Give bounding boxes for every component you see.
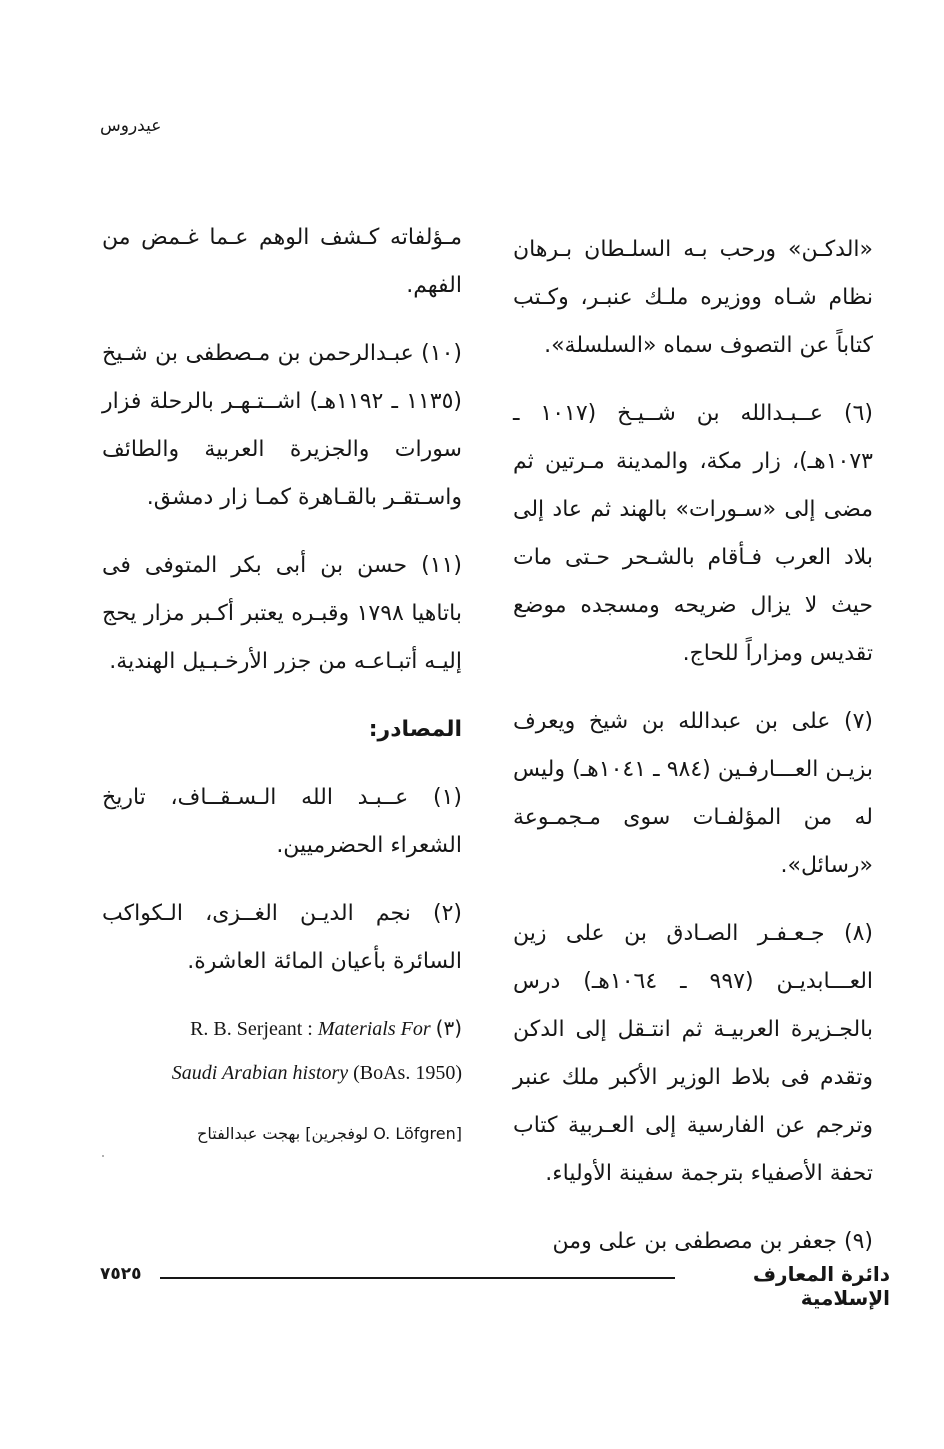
paragraph: (٧) على بن عبدالله بن شيخ ويعرف بزيـن العـــارفـين (٩٨٤ ـ ١٠٤١هـ) وليس له من المؤلفـات سوى مـجمـوعة «رسائل». [513,709,874,878]
paragraph: (٦) عــبـدالله بن شــيـخ (١٠١٧ ـ ١٠٧٣هـ)، زار مكة، والمدينة مـرتين ثم مضى إلى «سـورات» بالهند ثم عاد إلى بلاد العرب فـأقام بالشـحر حـتى مات حيث لا يزال ضريحه ومسجده موضع تقديس ومزاراً للحاج. [513,401,873,666]
source-number: (٣) [435,1016,462,1040]
paragraph: (١١) حسن بن أبى بكر المتوفى فى باتاهيا ١٧٩٨ وقبـره يعتبر أكـبر مزار يحج إليـه أتبـاعـه من جزر الأرخـبـيل الهندية. [102,553,462,674]
paragraph: «الدكـن» ورحب بـه السلـطان بـرهان نظام شـاه ووزيره ملـك عنبـر، وكـتب كتاباً عن التصوف سماه «السلسلة». [513,237,873,358]
source-title-part1: Materials For [317,1018,431,1040]
source-author: R. B. Serjeant : [190,1018,313,1040]
paragraph: (٩) جعفر بن مصطفى بن على ومن [552,1229,873,1254]
source-title-part2: Saudi Arabian history [171,1062,349,1084]
paragraph: مـؤلفاته كـشف الوهم عـما غـمض من الفهم. [102,225,462,298]
source-publication: (BoAs. 1950) [353,1062,462,1084]
paragraph: (٨) جـعـفـر الصـادق بن على زين العـــابديـن (٩٩٧ ـ ١٠٦٤هـ) درس بالجـزيرة العربيـة ثم انتـقل إلى الدكن وتقدم فى بلاط الوزير الأكبر ملك عنبر وترجم عن الفارسية إلى العـربية كتاب تحفة الأصفياء بترجمة سفينة الأولياء. [513,921,874,1186]
right-column [513,226,873,1266]
running-header: عيدروس [100,116,162,136]
article-author: بهجت عبدالفتاح [لوفجرين O. Löfgren] [197,1124,462,1143]
left-column [102,214,462,1149]
scan-speck [102,1155,104,1157]
source-entry: (٢) نجم الديـن الغــزى، الـكواكب السائرة بأعيان المائة العاشرة. [102,901,462,974]
source-entry-latin [102,1006,462,1095]
footer-rule [160,1277,675,1279]
sources-heading: المصادر: [368,717,462,742]
source-entry: (١) عــبـد الله الـسـقــاف، تاريخ الشعراء الحضرميين. [102,785,462,858]
paragraph: (١٠) عبـدالرحمن بن مـصطفى بن شـيخ (١١٣٥ ـ ١١٩٢هـ) اشــتـهـر بالرحلة فزار سورات والجزيرة العربية والطائف واسـتقـر بالقـاهرة كمـا زار دمشق. [102,341,463,510]
footer-encyclopedia-title: دائرة المعارف الإسلامية [752,1262,890,1310]
page-number: ٧٥٢٥ [100,1264,142,1284]
